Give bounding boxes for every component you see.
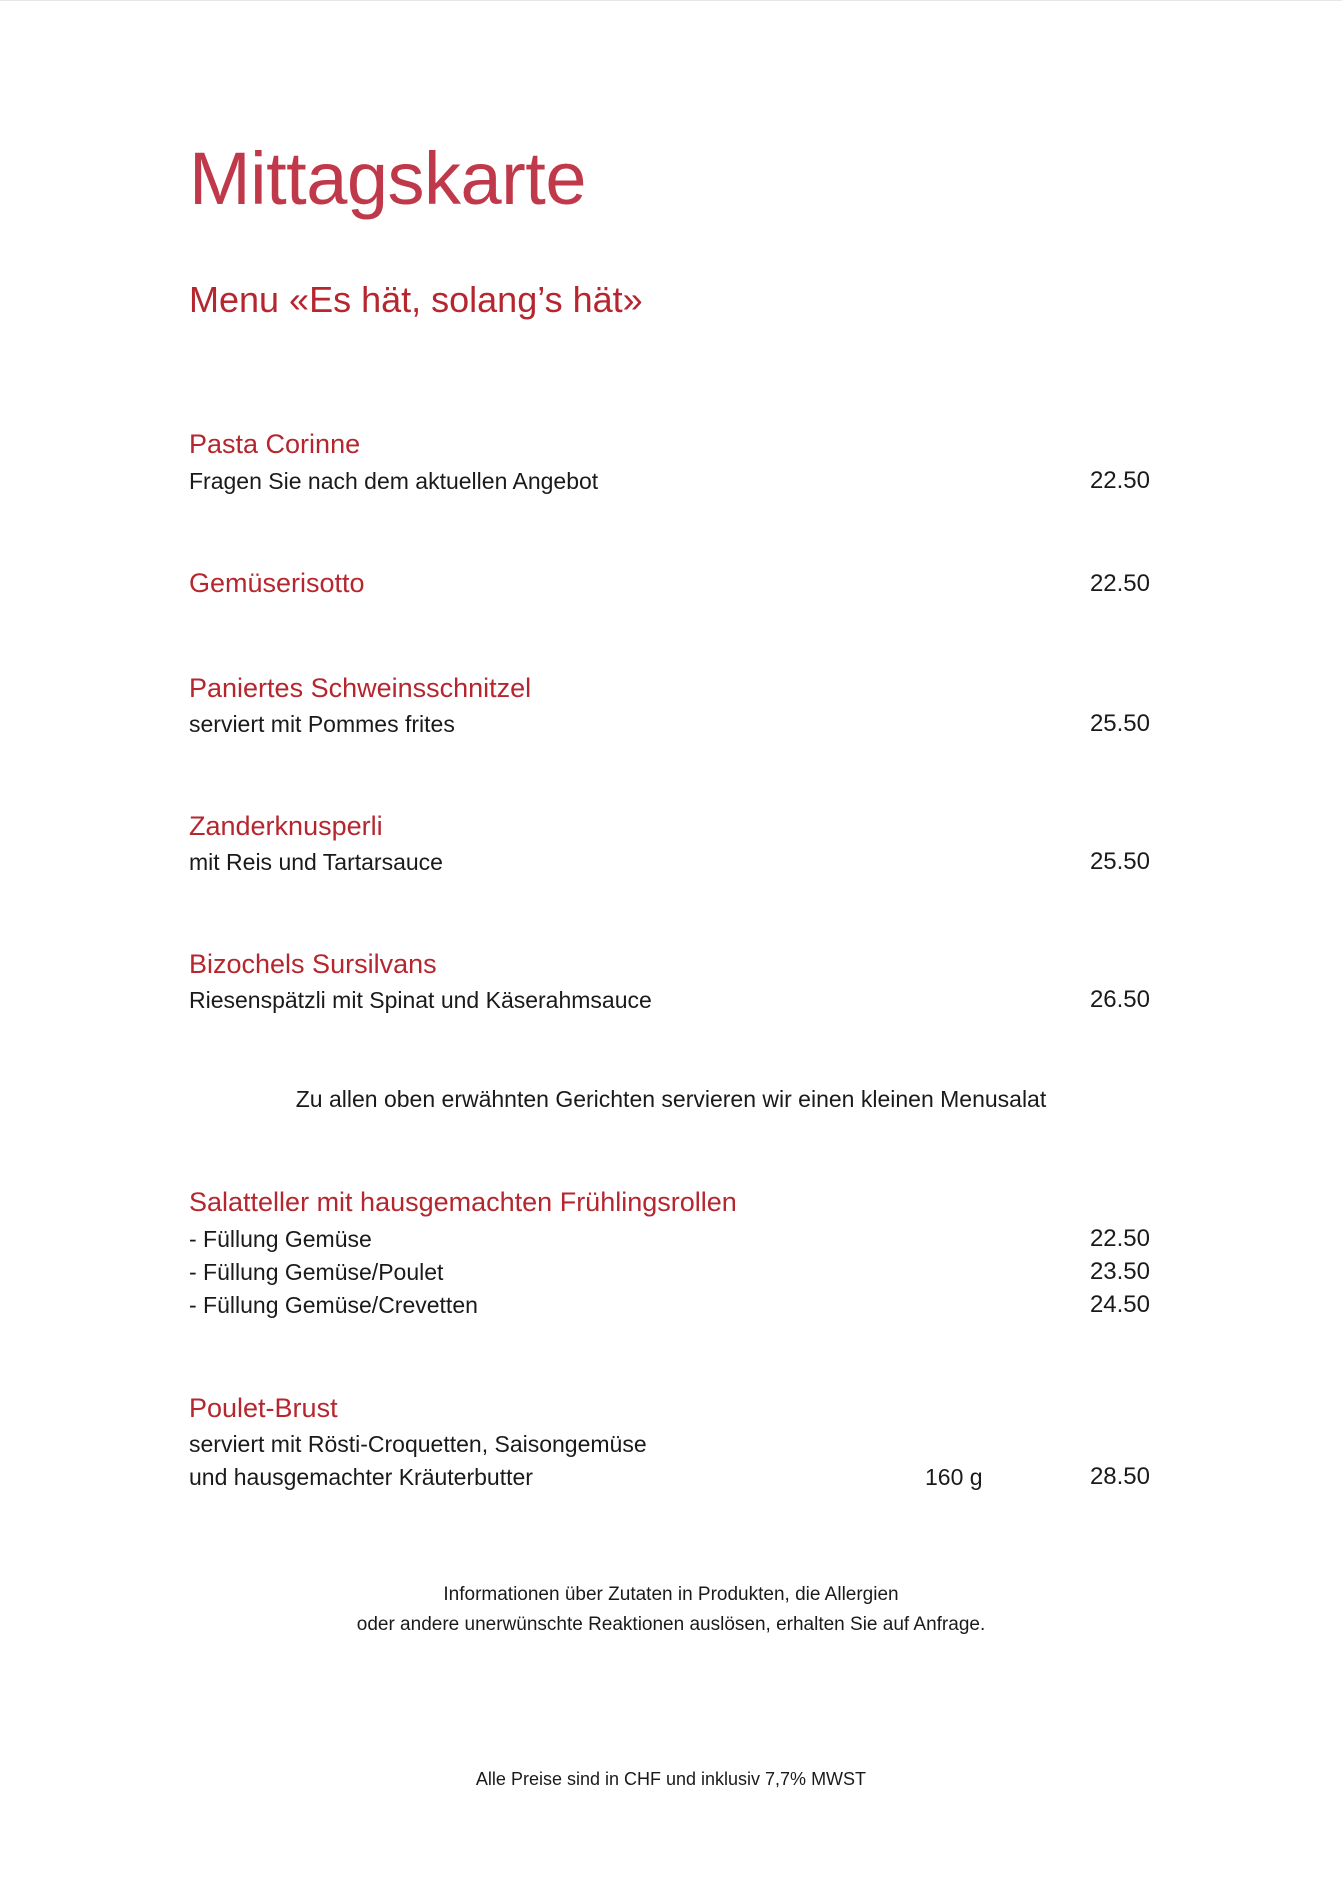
price-footer-note: Alle Preise sind in CHF und inklusiv 7,7% MWST — [475, 1769, 867, 1789]
menusalat-note: Zu allen oben erwähnten Gerichten servieren wir einen kleinen Menusalat — [295, 1086, 1047, 1112]
dish-description: mit Reis und Tartarsauce — [189, 849, 443, 875]
salad-option-label: - Füllung Gemüse/Crevetten — [189, 1292, 478, 1318]
dish-name: Bizochels Sursilvans — [189, 949, 437, 979]
dish-description: Fragen Sie nach dem aktuellen Angebot — [189, 468, 599, 494]
allergy-info-line2: oder andere unerwünschte Reaktionen auslösen, erhalten Sie auf Anfrage. — [356, 1614, 986, 1635]
dish-description: Riesenspätzli mit Spinat und Käserahmsauce — [189, 987, 652, 1013]
dish-price: 25.50 — [1089, 710, 1150, 737]
dish-price: 25.50 — [1089, 848, 1150, 875]
dish-name: Pasta Corinne — [189, 429, 361, 459]
allergy-info — [0, 1580, 1342, 1640]
salad-option-label: - Füllung Gemüse — [189, 1226, 372, 1252]
salad-option-price: 23.50 — [1089, 1258, 1150, 1285]
dish-price: 22.50 — [1089, 467, 1150, 494]
salad-option-label: - Füllung Gemüse/Poulet — [189, 1259, 444, 1285]
dish-name: Gemüserisotto — [189, 568, 365, 598]
salad-option-price: 24.50 — [1089, 1291, 1150, 1318]
dish-description-line2: und hausgemachter Kräuterbutter — [189, 1464, 533, 1490]
salad-option-price: 22.50 — [1089, 1225, 1150, 1252]
page-top-border — [0, 0, 1342, 1]
dish-description-line1: serviert mit Rösti-Croquetten, Saisongemüse — [189, 1431, 647, 1457]
dish-weight: 160 g — [925, 1464, 983, 1490]
dish-description: serviert mit Pommes frites — [189, 711, 455, 737]
allergy-info-line1: Informationen über Zutaten in Produkten, die Allergien — [443, 1584, 899, 1605]
dish-name: Salatteller mit hausgemachten Frühlingsrollen — [189, 1187, 737, 1217]
dish-price: 28.50 — [1089, 1463, 1150, 1490]
menu-subtitle: Menu «Es hät, solang’s hät» — [189, 279, 643, 320]
page-title: Mittagskarte — [189, 137, 587, 220]
dish-price: 26.50 — [1089, 986, 1150, 1013]
dish-name: Zanderknusperli — [189, 811, 383, 841]
dish-price: 22.50 — [1089, 570, 1150, 597]
dish-name: Poulet-Brust — [189, 1393, 338, 1423]
dish-name: Paniertes Schweinsschnitzel — [189, 673, 532, 703]
